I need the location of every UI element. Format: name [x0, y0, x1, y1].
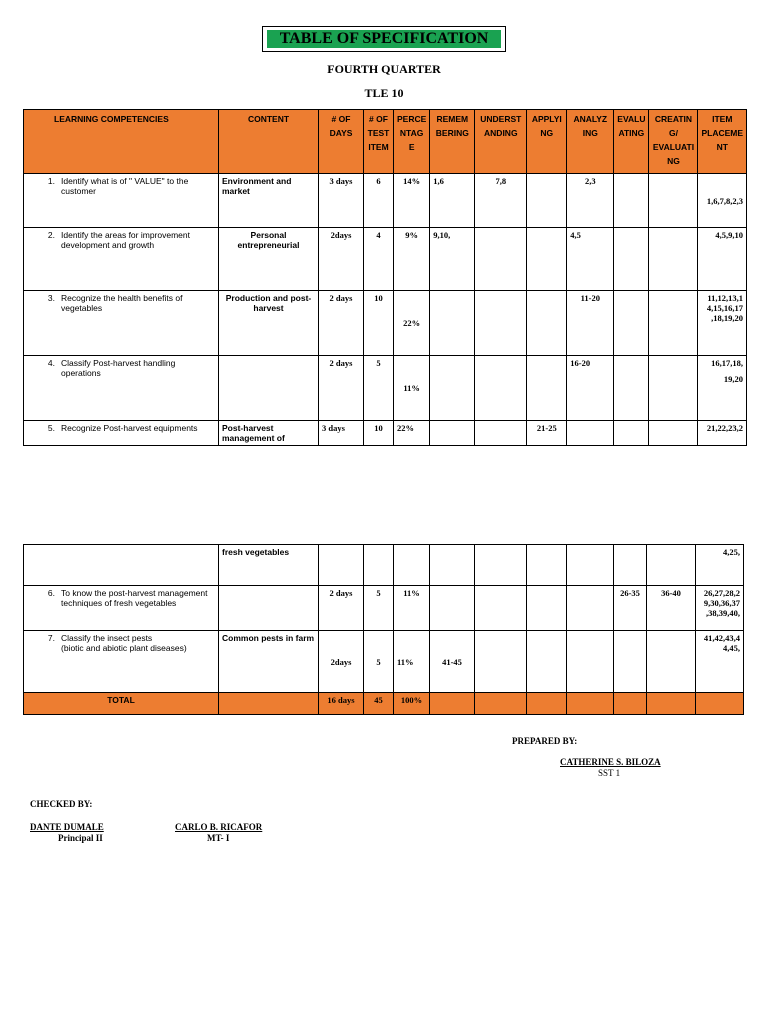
preparer-title: SST 1 — [598, 768, 621, 778]
checked-by-label: CHECKED BY: — [30, 799, 93, 809]
content-cell: Environment and market — [219, 174, 319, 228]
evaluating-cell — [614, 421, 649, 446]
placement-cell: 11,12,13,1 4,15,16,17 ,18,19,20 — [698, 291, 747, 356]
total-label: TOTAL — [24, 693, 219, 715]
title-box — [262, 26, 506, 52]
remembering-cell — [430, 421, 475, 446]
table-row — [24, 631, 744, 693]
items-cell: 5 — [364, 356, 394, 421]
percent-cell: 11% — [394, 586, 430, 631]
items-cell: 10 — [364, 421, 394, 446]
specification-table-continued — [23, 544, 744, 715]
applying-cell — [527, 586, 567, 631]
total-days: 16 days — [319, 693, 364, 715]
row-number: 5. — [47, 423, 55, 433]
prepared-by-label: PREPARED BY: — [512, 736, 578, 746]
row-number: 6. — [47, 588, 55, 598]
total-empty-cell — [614, 693, 647, 715]
evaluating-cell — [614, 174, 649, 228]
competency: To know the post-harvest management techniques of fresh vegetables — [61, 588, 208, 608]
evaluating-cell — [614, 291, 649, 356]
understanding-cell — [475, 631, 527, 693]
remembering-cell — [430, 291, 475, 356]
percent-cell: 14% — [394, 174, 430, 228]
remembering-cell — [430, 356, 475, 421]
creating-cell — [649, 356, 698, 421]
applying-cell — [527, 545, 567, 586]
items-cell: 5 — [364, 586, 394, 631]
applying-cell: 21-25 — [527, 421, 567, 446]
header-understanding: UNDERST ANDING — [475, 110, 527, 174]
days-cell: 2days — [319, 631, 364, 693]
creating-cell — [649, 228, 698, 291]
applying-cell — [527, 174, 567, 228]
percent-cell — [394, 545, 430, 586]
total-empty-cell — [430, 693, 475, 715]
remembering-cell: 1,6 — [430, 174, 475, 228]
applying-cell — [527, 228, 567, 291]
header-items: # OF TEST ITEM — [364, 110, 394, 174]
competency: Recognize Post-harvest equipments — [61, 423, 198, 433]
placement-cell: 26,27,28,2 9,30,36,37 ,38,39,40, — [696, 586, 744, 631]
header-row — [24, 110, 747, 174]
header-analyzing: ANALYZ ING — [567, 110, 614, 174]
competency-note: (biotic and abiotic plant diseases) — [61, 643, 187, 653]
percent-cell: 22% — [394, 291, 430, 356]
header-evaluating: EVALU ATING — [614, 110, 649, 174]
header-applying: APPLYI NG — [527, 110, 567, 174]
understanding-cell — [475, 421, 527, 446]
days-cell: 2 days — [319, 586, 364, 631]
understanding-cell — [475, 356, 527, 421]
total-percent: 100% — [394, 693, 430, 715]
total-empty-cell — [567, 693, 614, 715]
creating-cell — [649, 421, 698, 446]
analyzing-cell: 11-20 — [567, 291, 614, 356]
table-row — [24, 545, 744, 586]
placement-cell — [698, 356, 747, 421]
days-cell: 2 days — [319, 291, 364, 356]
total-empty-cell — [475, 693, 527, 715]
header-content: CONTENT — [219, 110, 319, 174]
items-cell — [364, 545, 394, 586]
days-cell: 2days — [319, 228, 364, 291]
percent-cell: 22% — [394, 421, 430, 446]
row-number: 1. — [47, 176, 55, 186]
analyzing-cell — [567, 545, 614, 586]
evaluating-cell — [614, 631, 647, 693]
header-percentage: PERCE NTAG E — [394, 110, 430, 174]
table-row — [24, 228, 747, 291]
row-number: 7. — [47, 633, 55, 643]
placement-line: 19,20 — [723, 374, 744, 384]
checker2-title: MT- I — [207, 833, 230, 843]
placement-cell: 21,22,23,2 — [698, 421, 747, 446]
competency: Classify the insect pests — [61, 633, 153, 643]
header-creating: CREATIN G/ EVALUATI NG — [649, 110, 698, 174]
subject-heading: TLE 10 — [364, 86, 404, 100]
analyzing-cell — [567, 631, 614, 693]
remembering-cell — [430, 586, 475, 631]
row-number: 2. — [47, 230, 55, 240]
competency: Identify what is of " VALUE" to the customer — [61, 176, 189, 196]
understanding-cell — [475, 545, 527, 586]
checker2-name: CARLO B. RICAFOR — [175, 822, 263, 832]
percent-cell: 11% — [394, 356, 430, 421]
content-cell: Post-harvest management of — [219, 421, 319, 446]
total-content-cell — [219, 693, 319, 715]
total-row — [24, 693, 744, 715]
table-row — [24, 586, 744, 631]
table-row — [24, 421, 747, 446]
understanding-cell — [475, 586, 527, 631]
content-cell: Personal entrepreneurial — [219, 228, 319, 291]
creating-cell: 36-40 — [647, 586, 696, 631]
remembering-cell — [430, 545, 475, 586]
applying-cell — [527, 631, 567, 693]
placement-line: 16,17,18, — [711, 358, 744, 368]
understanding-cell — [475, 228, 527, 291]
understanding-cell — [475, 291, 527, 356]
total-items: 45 — [364, 693, 394, 715]
items-cell: 6 — [364, 174, 394, 228]
days-cell — [319, 545, 364, 586]
understanding-cell: 7,8 — [475, 174, 527, 228]
analyzing-cell: 16-20 — [567, 356, 614, 421]
items-cell: 10 — [364, 291, 394, 356]
document-title: TABLE OF SPECIFICATION — [267, 30, 501, 48]
table-row — [24, 174, 747, 228]
analyzing-cell — [567, 421, 614, 446]
remembering-cell: 41-45 — [430, 631, 475, 693]
checker1-title: Principal II — [58, 833, 103, 843]
creating-cell — [649, 174, 698, 228]
placement-cell: 4,5,9,10 — [698, 228, 747, 291]
items-cell: 5 — [364, 631, 394, 693]
days-cell: 3 days — [319, 421, 364, 446]
content-cell: Common pests in farm — [219, 631, 319, 693]
preparer-name: CATHERINE S. BILOZA — [560, 757, 661, 767]
competency-cell — [24, 545, 219, 586]
creating-cell — [647, 631, 696, 693]
items-cell: 4 — [364, 228, 394, 291]
days-cell: 2 days — [319, 356, 364, 421]
quarter-heading: FOURTH QUARTER — [327, 62, 441, 76]
competency: Recognize the health benefits of vegetables — [61, 293, 183, 313]
remembering-cell: 9,10, — [430, 228, 475, 291]
evaluating-cell — [614, 545, 647, 586]
total-empty-cell — [527, 693, 567, 715]
total-empty-cell — [696, 693, 744, 715]
row-number: 4. — [47, 358, 55, 368]
days-cell: 3 days — [319, 174, 364, 228]
header-competencies: LEARNING COMPETENCIES — [24, 110, 219, 174]
percent-cell: 9% — [394, 228, 430, 291]
applying-cell — [527, 291, 567, 356]
row-number: 3. — [47, 293, 55, 303]
competency: Classify Post-harvest handling operations — [61, 358, 176, 378]
total-empty-cell — [647, 693, 696, 715]
header-days: # OF DAYS — [319, 110, 364, 174]
placement-cell: 4,25, — [696, 545, 744, 586]
analyzing-cell — [567, 586, 614, 631]
header-remembering: REMEM BERING — [430, 110, 475, 174]
content-cell — [219, 586, 319, 631]
analyzing-cell: 2,3 — [567, 174, 614, 228]
content-cell: fresh vegetables — [219, 545, 319, 586]
placement-cell: 1,6,7,8,2,3 — [698, 174, 747, 228]
applying-cell — [527, 356, 567, 421]
evaluating-cell — [614, 228, 649, 291]
evaluating-cell: 26-35 — [614, 586, 647, 631]
table-row — [24, 356, 747, 421]
header-placement: ITEM PLACEME NT — [698, 110, 747, 174]
content-cell — [219, 356, 319, 421]
placement-cell: 41,42,43,4 4,45, — [696, 631, 744, 693]
percent-cell: 11% — [394, 631, 430, 693]
content-cell: Production and post-harvest — [219, 291, 319, 356]
creating-cell — [647, 545, 696, 586]
specification-table — [23, 109, 747, 446]
competency: Identify the areas for improvement development and growth — [61, 230, 190, 250]
analyzing-cell: 4,5 — [567, 228, 614, 291]
creating-cell — [649, 291, 698, 356]
evaluating-cell — [614, 356, 649, 421]
table-row — [24, 291, 747, 356]
checker1-name: DANTE DUMALE — [30, 822, 104, 832]
